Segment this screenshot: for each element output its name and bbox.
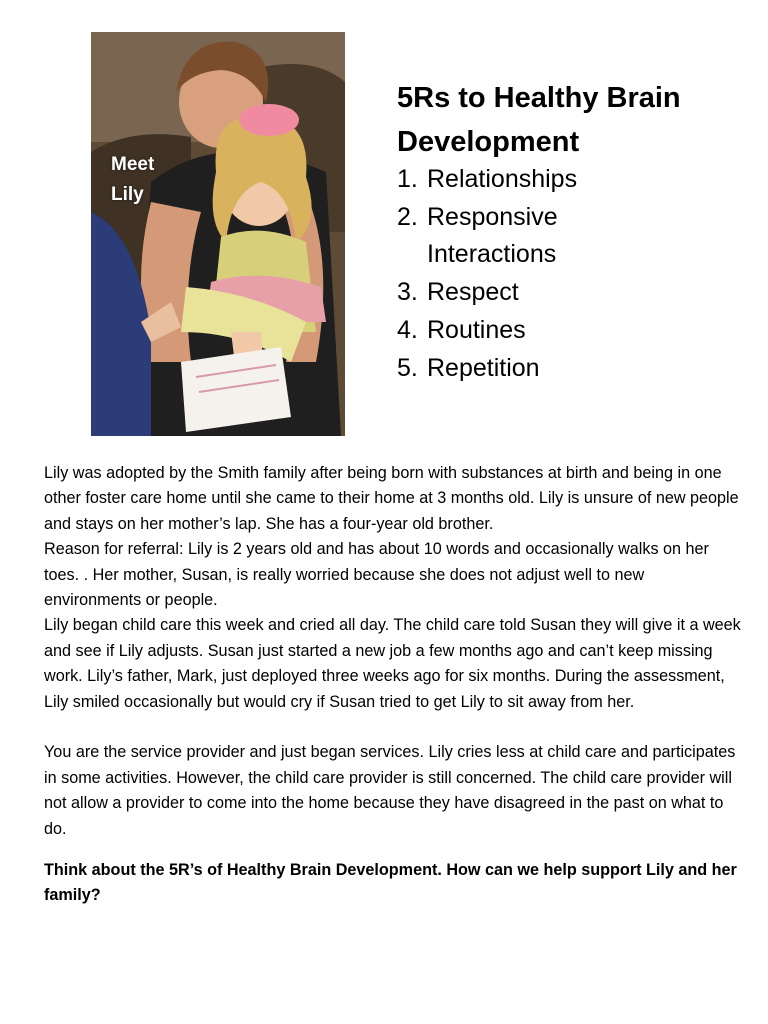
list-item-label: Repetition xyxy=(427,353,540,382)
page-title-line-2: Development xyxy=(397,126,580,158)
list-item-label: Respect xyxy=(427,278,519,307)
provider-paragraph: You are the service provider and just began services. Lily cries less at child care and participates in some activities. However, the child care provider is still concerned. The child care provider will not allow a provider to come into the home because they have disagreed in the past on what to do. xyxy=(44,743,736,838)
five-rs-list xyxy=(397,161,737,387)
referral-paragraph: Reason for referral: Lily is 2 years old and has about 10 words and occasionally walks on her toes. . Her mother, Susan, is really worried because she does not adjust well to new environments or people. xyxy=(44,540,709,610)
photo-illustration xyxy=(91,32,345,436)
photo-caption-line-2: Lily xyxy=(111,184,144,205)
list-item-label: Responsive Interactions xyxy=(427,202,558,269)
list-item xyxy=(397,274,737,312)
list-item xyxy=(397,161,737,199)
list-item-label: Relationships xyxy=(427,165,578,193)
photo-caption-line-1: Meet xyxy=(111,154,155,175)
list-item xyxy=(397,350,737,388)
discussion-question: Think about the 5R’s of Healthy Brain Development. How can we help support Lily and her family? xyxy=(44,861,737,905)
list-item xyxy=(397,199,737,274)
list-item-number: 3. xyxy=(397,278,418,307)
list-item-number: 2. xyxy=(397,202,418,231)
lily-photo xyxy=(91,32,345,436)
childcare-paragraph: Lily began child care this week and cried all day. The child care told Susan they will give it a week and see if Lily adjusts. Susan just started a new job a few months ago and can’t keep missing work. Lily’s father, Mark, just deployed three weeks ago for six months. During the assessment, Lily smiled occasionally but would cry if Susan tried to get Lily to sit away from her. xyxy=(44,616,741,711)
page-title-line-1: 5Rs to Healthy Brain xyxy=(397,82,681,114)
list-item xyxy=(397,312,737,350)
photo-caption xyxy=(111,150,154,210)
list-item-number: 1. xyxy=(397,165,418,193)
list-item-label: Routines xyxy=(427,315,526,344)
list-item-number: 4. xyxy=(397,315,418,344)
list-item-number: 5. xyxy=(397,353,418,382)
paragraph-spacer xyxy=(44,842,744,858)
case-description xyxy=(44,461,744,909)
page-title xyxy=(397,76,737,164)
background-paragraph: Lily was adopted by the Smith family after being born with substances at birth and being in one other foster care home until she came to their home at 3 months old. Lily is unsure of new people and stays on her mother’s lap. She has a four-year old brother. xyxy=(44,464,739,533)
paragraph-spacer xyxy=(44,715,744,740)
